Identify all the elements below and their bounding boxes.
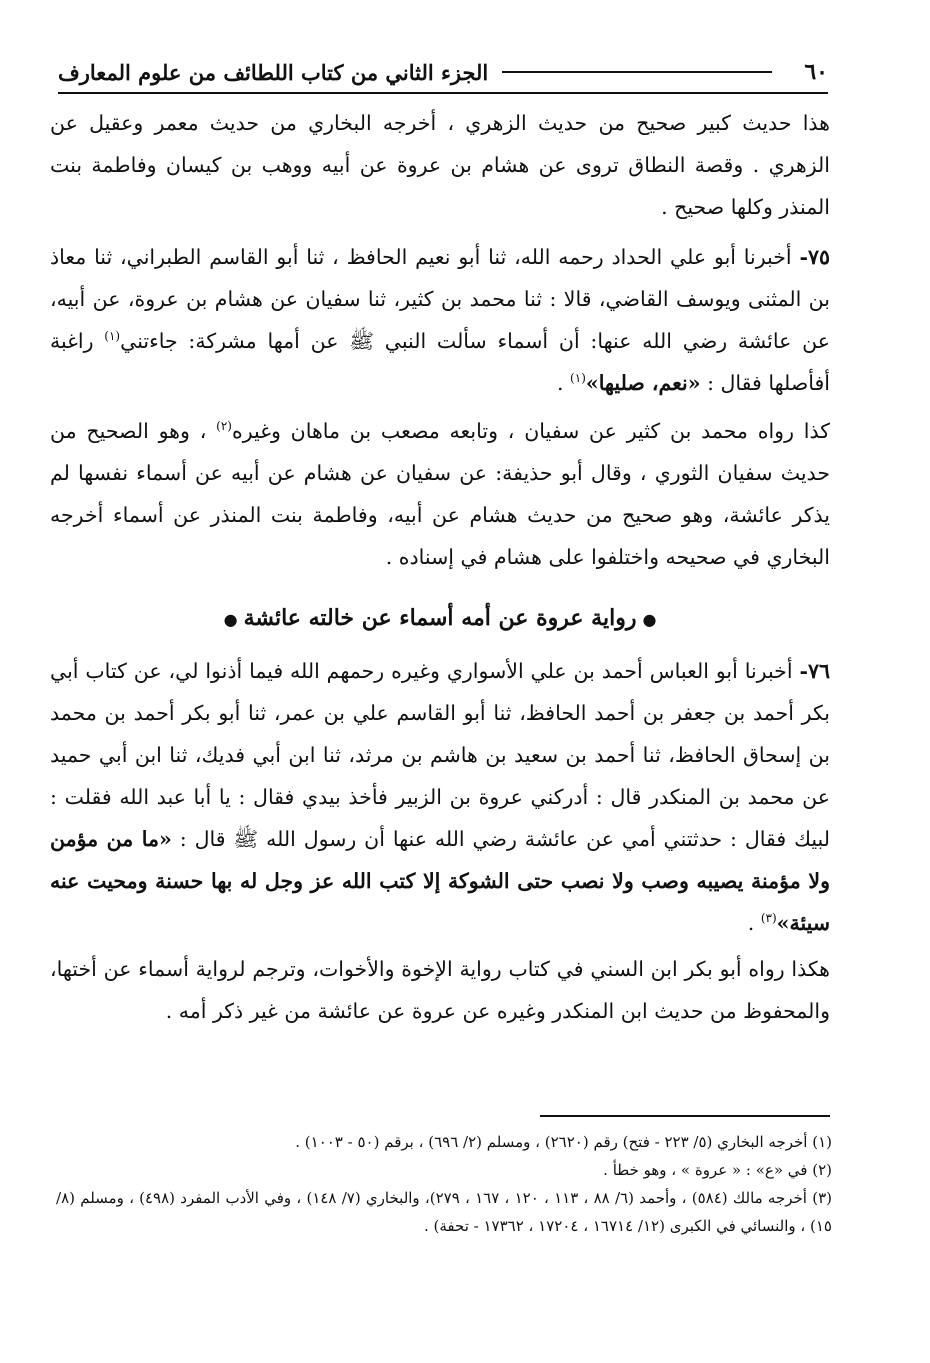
hadith-text: راغبة أفأصلها فقال : <box>50 329 830 395</box>
prophetic-quote: «ما من مؤمن ولا مؤمنة يصيبه وصب ولا نصب حتى الشوكة إلا كتب الله عز وجل له بها حسنة ومحيت عنه سيئة» <box>50 827 830 935</box>
footnote-3: (٣) أخرجه مالك (٥٨٤) ، وأحمد (٦/ ٨٨ ، ١١٣ ، ١٢٠ ، ١٦٧ ، ٢٧٩)، والبخاري (٧/ ١٤٨) ، وفي الأدب المفرد (٤٩٨) ، ومسلم (٨/ ١٥) ، والنسائي في الكبرى (١٢/ ١٦٧١٤ ، ١٧٢٠٤ ، ١٧٣٦٢ - تحفة) . <box>56 1189 832 1235</box>
hadith-number: ٧٦- <box>799 659 830 683</box>
paragraph-2: كذا رواه محمد بن كثير عن سفيان ، وتابعه مصعب بن ماهان وغيره$^{(٢)}$ ، وهو الصحيح من حديث سفيان الثوري ، وقال أبو حذيفة: عن سفيان عن هشام عن أبيه عن أسماء نفسها لم يذكر عائشة، وهو صحيح من حديث هشام عن أبيه، وفاطمة بنت المنذر عن أسماء أخرجه البخاري في صحيحه واختلفوا على هشام في إسناده . <box>50 419 830 569</box>
footnote-separator <box>540 1115 830 1117</box>
footnote-ref: (٢) <box>216 419 232 434</box>
paragraph-3: هكذا رواه أبو بكر ابن السني في كتاب رواية الإخوة والأخوات، وترجم لرواية أسماء عن أختها، والمحفوظ من حديث ابن المنكدر وغيره عن عروة عن عائشة من غير ذكر أمه . <box>50 957 830 1023</box>
footnote-1: (١) أخرجه البخاري (٥/ ٢٢٣ - فتح) رقم (٢٦٢٠) ، ومسلم (٢/ ٦٩٦) ، برقم (٥٠ - ١٠٠٣) . <box>295 1133 832 1151</box>
section-heading: ●رواية عروة عن أمه أسماء عن خالته عائشة● <box>50 598 830 640</box>
hadith-text: أخبرنا أبو العباس أحمد بن علي الأسواري وغيره رحمهم الله فيما أذنوا لي، عن كتاب أبي بكر أحمد بن جعفر بن أحمد الحافظ، ثنا أبو القاسم علي بن عمر، ثنا أبو بكر أحمد بن محمد بن إسحاق الحافظ، ثنا أحمد بن سعيد بن هاشم بن مرثد، ثنا ابن أبي فديك، ثنا ابن أبي حميد عن محمد بن المنكدر قال : أدركني عروة بن الزبير فأخذ بيدي فقال : يا أبا عبد الله فقلت : لبيك فقال : حدثتني أمي عن عائشة رضي الله عنها أن رسول الله ﷺ قال : <box>50 659 830 851</box>
page-header <box>58 52 828 94</box>
footnote-2: (٢) في «ع» : « عروة » ، وهو خطأ . <box>603 1161 832 1179</box>
paragraph-1: هذا حديث كبير صحيح من حديث الزهري ، أخرجه البخاري من حديث معمر وعقيل عن الزهري . وقصة النطاق تروى عن هشام بن عروة عن أبيه ووهب بن كيسان وفاطمة بنت المنذر وكلها صحيح . <box>50 111 830 219</box>
hadith-number: ٧٥- <box>799 245 830 269</box>
bullet-icon: ● <box>223 610 238 629</box>
bullet-icon: ● <box>642 610 657 629</box>
hadith-76: ٧٦- أخبرنا أبو العباس أحمد بن علي الأسواري وغيره رحمهم الله فيما أذنوا لي، عن كتاب أبي بكر أحمد بن جعفر بن أحمد الحافظ، ثنا أبو القاسم علي بن عمر، ثنا أبو بكر أحمد بن محمد بن إسحاق الحافظ، ثنا أحمد بن سعيد بن هاشم بن مرثد، ثنا ابن أبي فديك، ثنا ابن أبي حميد عن محمد بن المنكدر قال : أدركني عروة بن الزبير فأخذ بيدي فقال : يا أبا عبد الله فقلت : لبيك فقال : حدثتني أمي عن عائشة رضي الله عنها أن رسول الله ﷺ قال : «ما من مؤمن ولا مؤمنة يصيبه وصب ولا نصب حتى الشوكة إلا كتب الله عز وجل له بها حسنة ومحيت عنه سيئة»$^{(٣)}$ . <box>50 659 830 935</box>
footnote-ref: (١) <box>570 371 586 386</box>
footnotes <box>56 1128 832 1240</box>
running-title: الجزء الثاني من كتاب اللطائف من علوم المعارف <box>58 59 489 85</box>
hadith-75: ٧٥- أخبرنا أبو علي الحداد رحمه الله، ثنا أبو نعيم الحافظ ، ثنا أبو القاسم الطبراني، ثنا معاذ بن المثنى ويوسف القاضي، قالا : ثنا محمد بن كثير، ثنا سفيان عن هشام بن عروة، عن أبيه، عن عائشة رضي الله عنها: أن أسماء سألت النبي ﷺ عن أمها مشركة: جاءتني$^{(١)}$ راغبة أفأصلها فقال : «نعم، صليها»$^{(١)}$ . <box>50 245 830 395</box>
footnote-ref: (٣) <box>760 911 777 926</box>
footnote-ref: (١) <box>104 329 121 344</box>
hadith-text: أخبرنا أبو علي الحداد رحمه الله، ثنا أبو نعيم الحافظ ، ثنا أبو القاسم الطبراني، ثنا معاذ بن المثنى ويوسف القاضي، قالا : ثنا محمد بن كثير، ثنا سفيان عن هشام بن عروة، عن أبيه، عن عائشة رضي الله عنها: أن أسماء سألت النبي ﷺ عن أمها مشركة: جاءتني <box>50 245 830 353</box>
prophetic-quote: «نعم، صليها» <box>585 371 701 395</box>
page-number: ٦٠ <box>804 59 828 85</box>
header-rule <box>502 71 772 73</box>
